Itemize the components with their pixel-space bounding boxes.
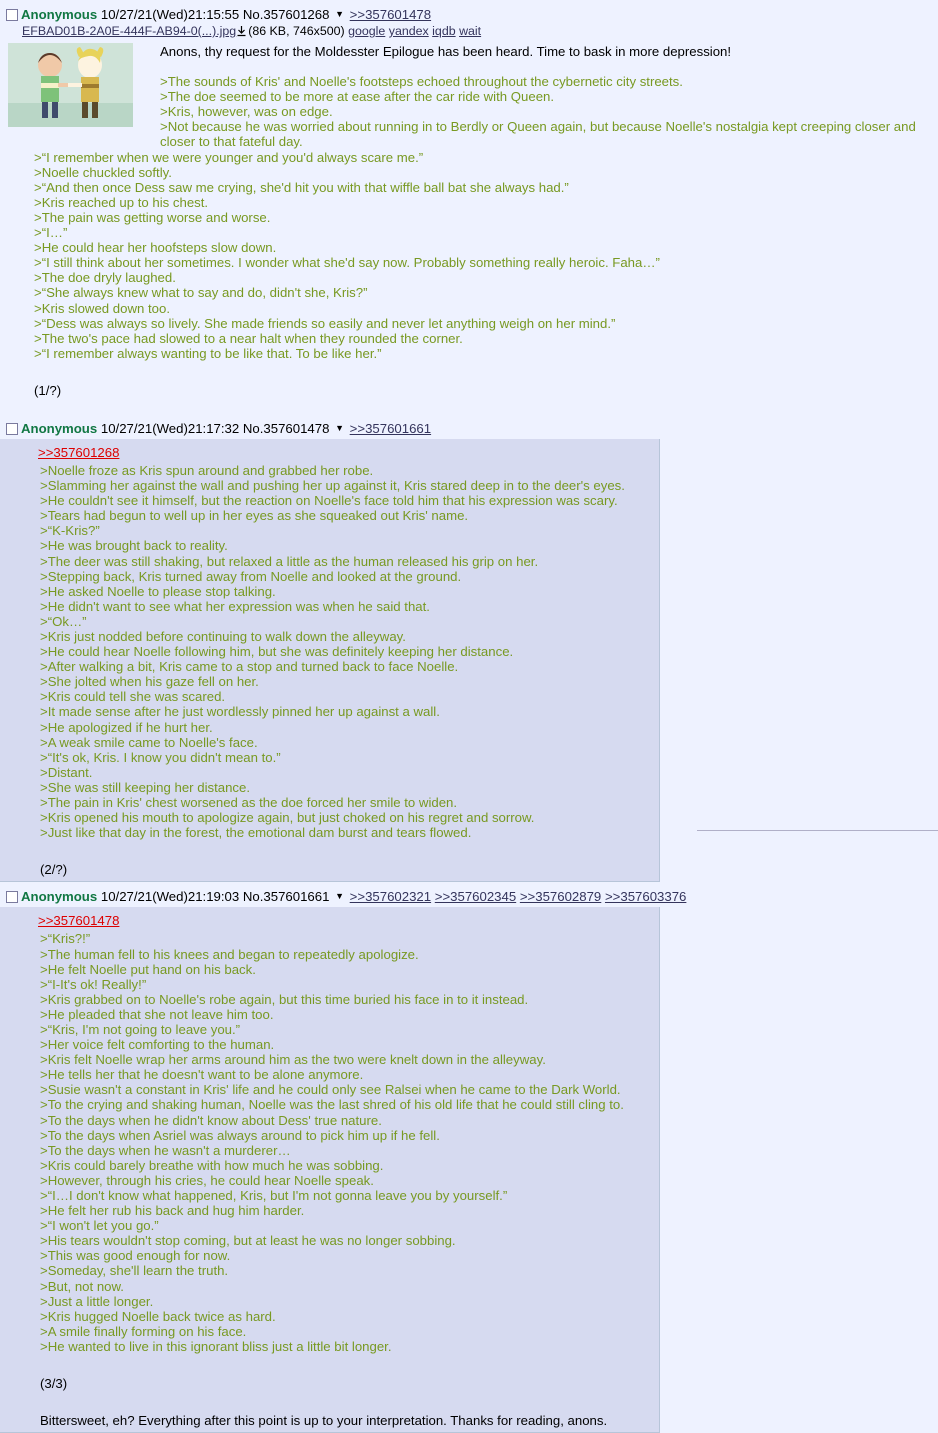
post-line: >Tears had begun to well up in her eyes as she squeaked out Kris' name.	[40, 508, 469, 524]
post-line: >The doe dryly laughed.	[34, 270, 176, 286]
post-line: >His tears wouldn't stop coming, but at least he was no longer sobbing.	[40, 1233, 456, 1249]
post-line: >Just like that day in the forest, the emotional dam burst and tears flowed.	[40, 825, 472, 841]
post-timestamp: 10/27/21(Wed)21:15:55	[100, 7, 240, 22]
post-line: >To the days when Asriel was always around to pick him up if he fell.	[40, 1127, 440, 1143]
post-line: >“I still think about her sometimes. I wonder what she'd say now. Probably something really heroic. Faha…”	[34, 255, 660, 271]
post-line: >“I…I don't know what happened, Kris, but I'm not gonna leave you by yourself.”	[40, 1188, 508, 1203]
post-line: >“I…”	[34, 225, 68, 241]
post-line: >He tells her that he doesn't want to be alone anymore.	[40, 1067, 364, 1083]
post-line: >“And then once Dess saw me crying, she'd hit you with that wiffle ball bat she always had.”	[34, 179, 569, 195]
reply-message	[40, 931, 653, 1428]
post-line: >The pain was getting worse and worse.	[34, 209, 271, 225]
post-line: >Kris hugged Noelle back twice as hard.	[40, 1308, 276, 1324]
post-line: >He felt her rub his back and hug him harder.	[40, 1203, 305, 1219]
divider	[697, 830, 938, 831]
post-line: >The pain in Kris' chest worsened as the doe forced her smile to widen.	[40, 795, 458, 811]
wait-search-link[interactable]: wait	[459, 24, 482, 38]
post-line: >To the days when he wasn't a murderer…	[40, 1142, 291, 1158]
post-line: >Distant.	[40, 764, 93, 780]
post-number: No.357601478	[242, 420, 330, 436]
backlink[interactable]: >>357603376	[604, 889, 687, 905]
reply-post-1	[0, 420, 938, 882]
post-line: >He asked Noelle to please stop talking.	[40, 583, 276, 599]
post-line: >Just a little longer.	[40, 1293, 154, 1309]
post-line: >“It's ok, Kris. I know you didn't mean to.”	[40, 749, 281, 765]
post-line: >Kris could barely breathe with how much he was sobbing.	[40, 1157, 384, 1173]
post-thumbnail[interactable]	[8, 43, 133, 127]
op-message-continued	[34, 150, 938, 398]
reply-quotelink[interactable]: >>357601478	[38, 913, 120, 929]
post-line: >“Kris?!”	[40, 931, 91, 947]
post-page-counter: (2/?)	[40, 862, 68, 878]
reply-body	[0, 439, 660, 882]
post-closing-note: Bittersweet, eh? Everything after this point is up to your interpretation. Thanks for reading, anons.	[40, 1413, 608, 1429]
post-line: >Kris grabbed on to Noelle's robe again, but this time buried his face in to it instead.	[40, 991, 529, 1007]
post-page-counter: (1/?)	[34, 382, 62, 398]
post-author-name: Anonymous	[21, 7, 98, 22]
post-line: >The doe seemed to be more at ease after the car ride with Queen.	[160, 89, 555, 105]
backlink[interactable]: >>357602345	[434, 889, 517, 905]
post-line: >This was good enough for now.	[40, 1248, 231, 1264]
reply-quotelink-row	[38, 445, 653, 460]
file-size: (86 KB, 746x500)	[248, 24, 345, 38]
reply-message	[40, 463, 653, 877]
post-line: >But, not now.	[40, 1278, 124, 1294]
post-select-checkbox[interactable]	[6, 423, 18, 435]
post-author-name: Anonymous	[21, 420, 98, 436]
post-line: >She was still keeping her distance.	[40, 779, 251, 795]
post-line: >“Kris, I'm not going to leave you.”	[40, 1021, 241, 1037]
reply-post-header	[0, 888, 938, 905]
post-timestamp: 10/27/21(Wed)21:17:32	[100, 420, 240, 436]
post-line: >She jolted when his gaze fell on her.	[40, 674, 259, 690]
file-link[interactable]: EFBAD01B-2A0E-444F-AB94-0(...).jpg	[22, 24, 237, 38]
post-line: >A weak smile came to Noelle's face.	[40, 734, 258, 750]
backlink[interactable]: >>357602321	[349, 889, 432, 905]
op-intro-line: Anons, thy request for the Moldesster Epilogue has been heard. Time to bask in more depression!	[160, 44, 732, 59]
post-line: >He felt Noelle put hand on his back.	[40, 961, 256, 977]
post-line: >He could hear her hoofsteps slow down.	[34, 240, 277, 256]
post-line: >Her voice felt comforting to the human.	[40, 1037, 275, 1053]
op-post	[0, 0, 938, 398]
reply-post-2	[0, 888, 938, 1433]
post-line: >Kris reached up to his chest.	[34, 194, 209, 210]
chevron-down-icon[interactable]: ▼	[335, 9, 344, 19]
yandex-search-link[interactable]: yandex	[388, 24, 429, 38]
post-line: >Susie wasn't a constant in Kris' life and he could only see Ralsei when he came to the Dark World.	[40, 1082, 621, 1098]
post-line: >He didn't want to see what her expression was when he said that.	[40, 598, 430, 614]
post-line: >Stepping back, Kris turned away from Noelle and looked at the ground.	[40, 568, 462, 584]
post-line: >“I-It's ok! Really!”	[40, 976, 147, 992]
post-line: >“I won't let you go.”	[40, 1218, 159, 1234]
post-line: >“I remember always wanting to be like that. To be like her.”	[34, 345, 382, 361]
post-select-checkbox[interactable]	[6, 891, 18, 903]
reply-quotelink[interactable]: >>357601268	[38, 444, 120, 460]
thumbnail-image	[8, 43, 133, 127]
post-line: >Someday, she'll learn the truth.	[40, 1263, 229, 1279]
post-line: >The two's pace had slowed to a near halt when they rounded the corner.	[34, 330, 463, 346]
post-line: >Noelle froze as Kris spun around and grabbed her robe.	[40, 462, 374, 478]
chevron-down-icon[interactable]: ▼	[335, 891, 344, 902]
post-line: >“K-Kris?”	[40, 523, 100, 539]
backlink[interactable]: >>357602879	[519, 889, 602, 905]
post-line: >It made sense after he just wordlessly pinned her up against a wall.	[40, 704, 440, 720]
post-line: >He was brought back to reality.	[40, 538, 228, 554]
post-line: >Kris could tell she was scared.	[40, 689, 226, 705]
post-line: >Kris opened his mouth to apologize again, but just choked on his regret and sorrow.	[40, 810, 535, 826]
file-info	[0, 24, 938, 38]
post-timestamp: 10/27/21(Wed)21:19:03	[100, 889, 240, 905]
post-line: >“Ok…”	[40, 613, 87, 629]
op-post-header	[0, 6, 938, 23]
post-line: >He apologized if he hurt her.	[40, 719, 213, 735]
post-line: >The sounds of Kris' and Noelle's footsteps echoed throughout the cybernetic city streets.	[160, 74, 683, 90]
op-body	[0, 40, 938, 150]
post-line: >Kris just nodded before continuing to walk down the alleyway.	[40, 629, 406, 644]
post-line: >He wanted to live in this ignorant bliss just a little bit longer.	[40, 1338, 392, 1354]
chevron-down-icon[interactable]: ▼	[335, 422, 344, 433]
iqdb-search-link[interactable]: iqdb	[432, 24, 456, 38]
post-line: >“She always knew what to say and do, didn't she, Kris?”	[34, 285, 368, 301]
post-line: >To the days when he didn't know about Dess' true nature.	[40, 1112, 382, 1128]
post-line: >However, through his cries, he could hear Noelle speak.	[40, 1172, 374, 1188]
post-line: >To the crying and shaking human, Noelle was the last shred of his old life that he could still cling to.	[40, 1097, 624, 1113]
reply-quotelink-row	[38, 913, 653, 928]
reply-post-header	[0, 420, 938, 437]
post-line: >The deer was still shaking, but relaxed a little as the human released his grip on her.	[40, 553, 539, 569]
post-line: >The human fell to his knees and began to repeatedly apologize.	[40, 946, 419, 962]
post-author-name: Anonymous	[21, 889, 98, 905]
post-line: >Noelle chuckled softly.	[34, 164, 172, 180]
post-number: No.357601268	[242, 7, 330, 22]
post-number: No.357601661	[242, 889, 330, 905]
download-icon[interactable]	[237, 26, 246, 37]
post-line: >He pleaded that she not leave him too.	[40, 1006, 274, 1022]
post-line: >“Dess was always so lively. She made friends so easily and never let anything weigh on her mind.”	[34, 315, 616, 331]
post-line: >Slamming her against the wall and pushing her up against it, Kris stared deep in to the deer's eyes.	[40, 478, 625, 494]
post-line: >He could hear Noelle following him, but she was definitely keeping her distance.	[40, 644, 514, 660]
post-line: >After walking a bit, Kris came to a stop and turned back to face Noelle.	[40, 659, 459, 675]
google-search-link[interactable]: google	[348, 24, 386, 38]
post-line: >Not because he was worried about running in to Berdly or Queen again, but because Noelle's nostalgia kept creeping closer and closer to that fateful day.	[160, 119, 916, 150]
post-line: >“I remember when we were younger and you'd always scare me.”	[34, 149, 424, 165]
backlink[interactable]: >>357601661	[349, 420, 432, 436]
post-select-checkbox[interactable]	[6, 9, 18, 21]
post-line: >A smile finally forming on his face.	[40, 1323, 247, 1339]
reply-body	[0, 907, 660, 1433]
post-line: >Kris slowed down too.	[34, 300, 170, 316]
post-page-counter: (3/3)	[40, 1376, 68, 1392]
op-message	[160, 40, 938, 150]
post-line: >Kris, however, was on edge.	[160, 104, 333, 120]
post-line: >He couldn't see it himself, but the reaction on Noelle's face told him that his expression was scary.	[40, 493, 618, 509]
backlink[interactable]: >>357601478	[349, 7, 432, 22]
post-line: >Kris felt Noelle wrap her arms around him as the two were knelt down in the alleyway.	[40, 1052, 546, 1068]
